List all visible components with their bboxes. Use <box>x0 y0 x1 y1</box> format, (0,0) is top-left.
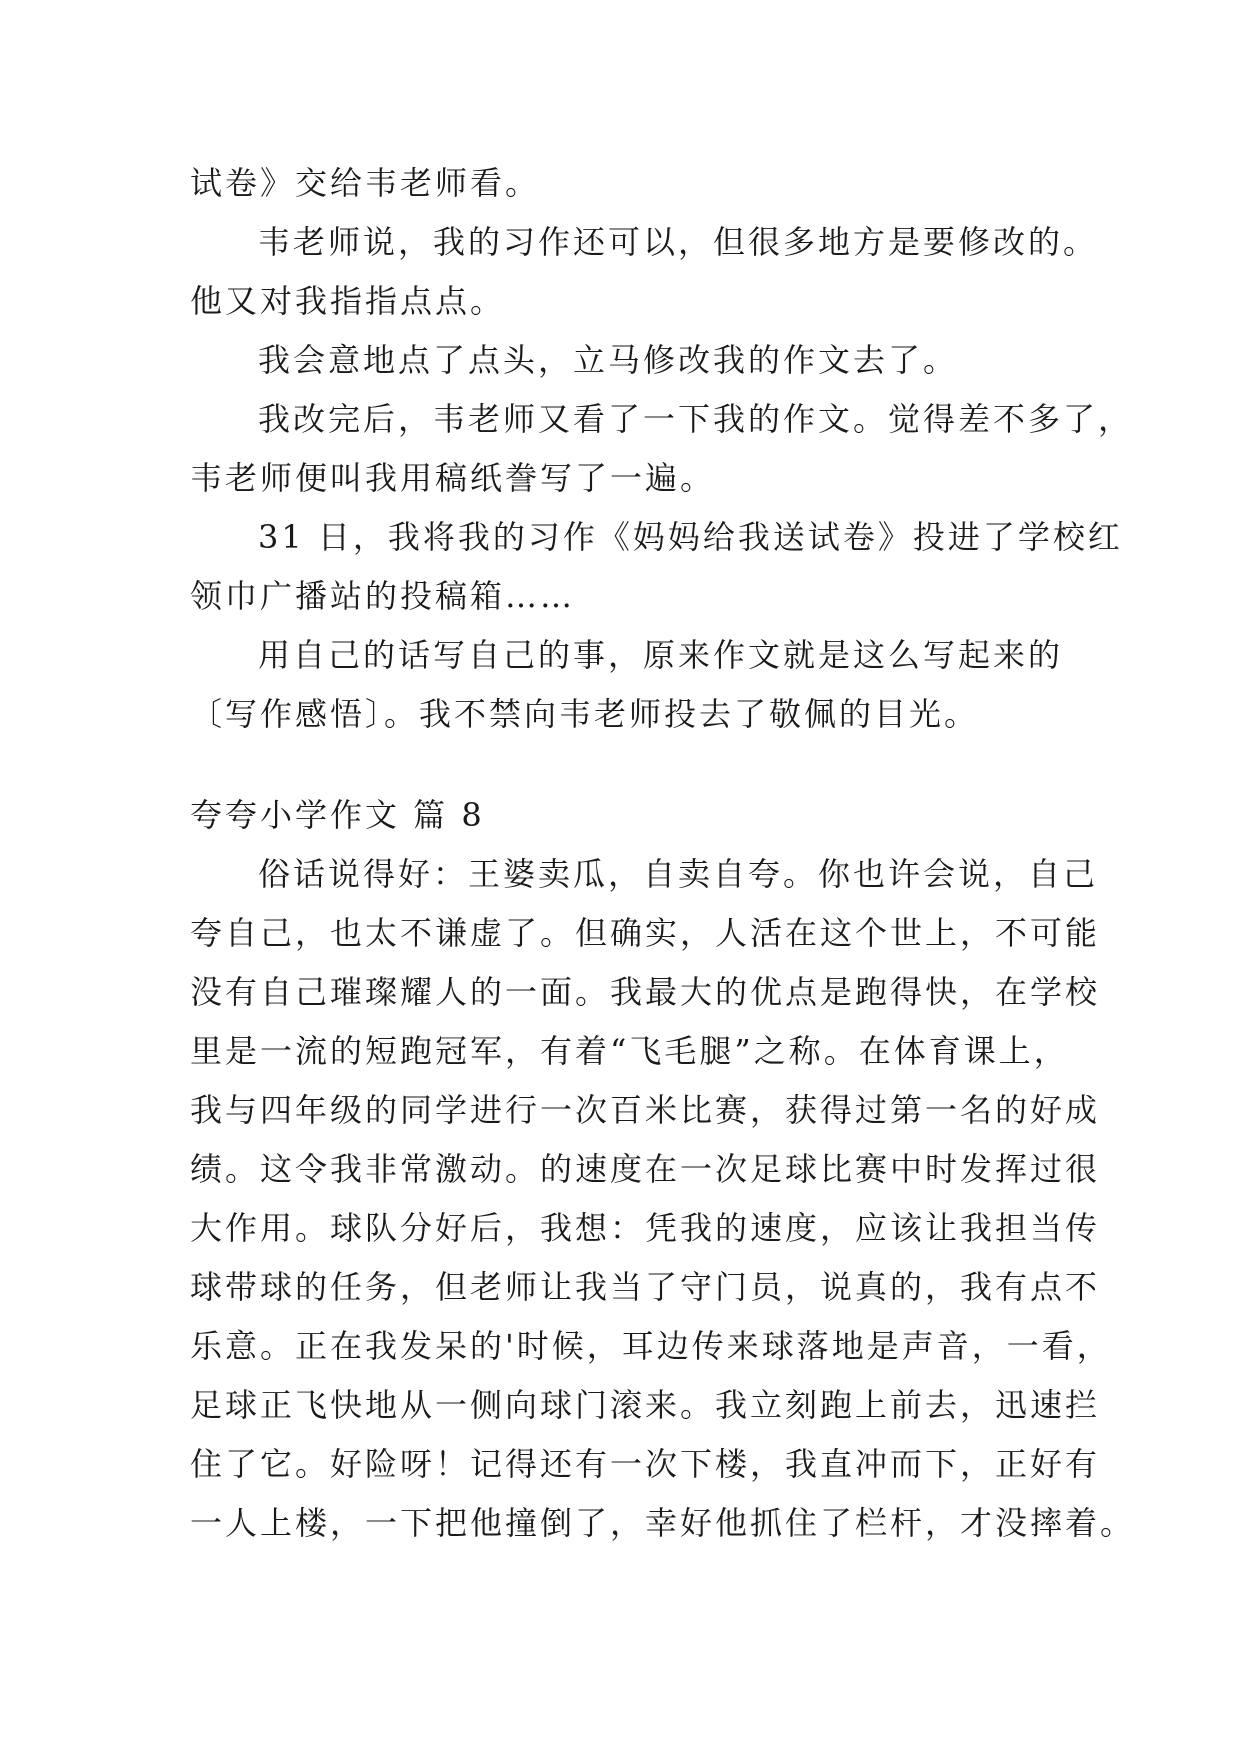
paragraph-line: 〔写作感悟〕。我不禁向韦老师投去了敬佩的目光。 <box>190 695 980 733</box>
paragraph-line: 一人上楼，一下把他撞倒了，幸好他抓住了栏杆，才没摔着。 <box>190 1504 1136 1542</box>
paragraph-line: 我会意地点了点头，立马修改我的作文去了。 <box>258 341 959 379</box>
paragraph-line: 31 日，我将我的习作《妈妈给我送试卷》投进了学校红 <box>258 518 1123 556</box>
paragraph-line: 足球正飞快地从一侧向球门滚来。我立刻跑上前去，迅速拦 <box>190 1386 1101 1424</box>
paragraph-line: 韦老师便叫我用稿纸誊写了一遍。 <box>190 459 716 497</box>
paragraph-line: 他又对我指指点点。 <box>190 282 506 320</box>
paragraph-line: 夸自己，也太不谦虚了。但确实，人活在这个世上，不可能 <box>190 914 1101 952</box>
section-heading: 夸夸小学作文 篇 8 <box>190 796 485 834</box>
paragraph-line: 我改完后，韦老师又看了一下我的作文。觉得差不多了， <box>258 400 1134 438</box>
paragraph-line: 球带球的任务，但老师让我当了守门员，说真的，我有点不 <box>190 1268 1101 1306</box>
paragraph-line: 住了它。好险呀！记得还有一次下楼，我直冲而下，正好有 <box>190 1445 1101 1483</box>
paragraph-line: 大作用。球队分好后，我想：凭我的速度，应该让我担当传 <box>190 1209 1101 1247</box>
paragraph-line: 乐意。正在我发呆的'时候，耳边传来球落地是声音，一看， <box>190 1327 1112 1365</box>
section-8-text <box>190 845 1136 1553</box>
section-spacer <box>190 744 1080 786</box>
paragraph-line: 领巾广播站的投稿箱…… <box>190 577 576 615</box>
document-body <box>190 154 1136 1553</box>
paragraph-line: 用自己的话写自己的事，原来作文就是这么写起来的 <box>258 636 1064 674</box>
paragraph-line: 韦老师说，我的习作还可以，但很多地方是要修改的。 <box>258 223 1099 261</box>
paragraph-line: 我与四年级的同学进行一次百米比赛，获得过第一名的好成 <box>190 1091 1101 1129</box>
paragraph-line: 试卷》交给韦老师看。 <box>190 164 541 202</box>
paragraph-line: 没有自己璀璨耀人的一面。我最大的优点是跑得快，在学校 <box>190 973 1101 1011</box>
paragraph-line: 里是一流的短跑冠军，有着“飞毛腿”之称。在体育课上， <box>190 1032 1069 1070</box>
previous-section-text <box>190 154 1134 744</box>
paragraph-line: 俗话说得好：王婆卖瓜，自卖自夸。你也许会说，自己 <box>258 855 1099 893</box>
paragraph-line: 绩。这令我非常激动。的速度在一次足球比赛中时发挥过很 <box>190 1150 1101 1188</box>
